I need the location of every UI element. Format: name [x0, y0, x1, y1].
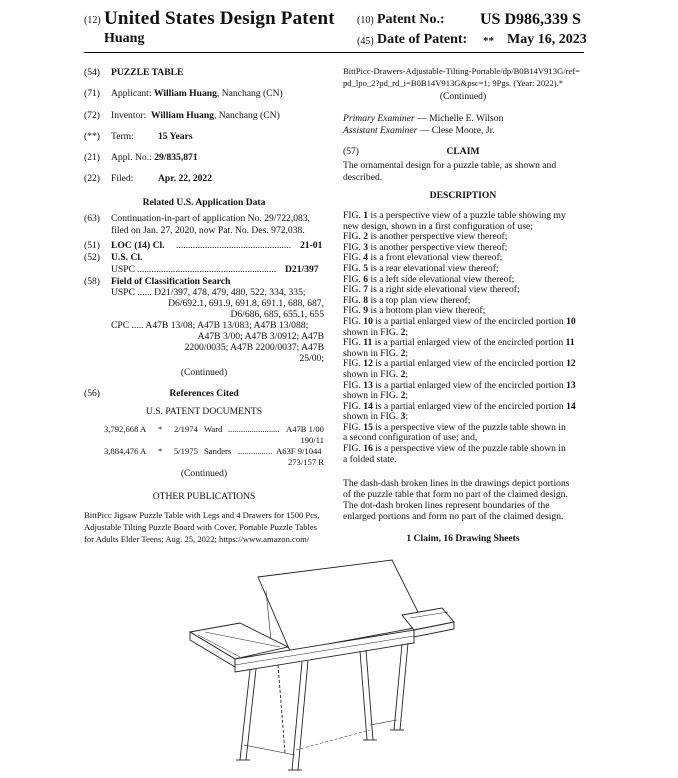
leg-back-left: [278, 665, 285, 753]
ref-2-star: *: [158, 446, 163, 456]
fig-text: is a front elevational view thereof;: [368, 252, 503, 264]
fig-prefix: FIG.: [343, 305, 364, 317]
appl-number: 29/835,871: [154, 152, 198, 163]
filed-label: Filed:: [111, 173, 134, 184]
term-value: 15 Years: [158, 131, 193, 142]
ref-2-class: A63F 9/1044: [276, 446, 322, 456]
pub-continued-line-2: pd_lpo_2?pd_rd_i=B0B14V913G&psc=1; 9Pgs. (Year: 2022).*: [343, 78, 564, 88]
fig-portion-number: 10: [566, 315, 576, 327]
applicant-row: [111, 88, 283, 100]
fig-number: 14: [363, 400, 373, 412]
other-pub-line-2: Adjustable Tilting Puzzle Board with Cover, Portable Puzzle Tables: [84, 522, 318, 532]
fig-prefix: FIG.: [343, 241, 364, 253]
field-label: Field of Classification Search: [111, 276, 231, 287]
uspc-label: USPC: [111, 264, 135, 275]
fig-ref-number: 3: [400, 411, 406, 423]
fig-ref-prefix: shown in FIG.: [343, 368, 401, 380]
ref-1-name: Ward: [204, 424, 223, 434]
ref-1-subclass: 190/11: [300, 435, 324, 445]
pub-continued-line-1: BittPicc-Drawers-Adjustable-Tilting-Portable/dp/B0B14V913G/ref=: [343, 66, 581, 76]
field-uspc-line-3: D6/686, 685, 655.1, 655: [230, 309, 324, 320]
date-mark: **: [483, 35, 494, 47]
inventor-row: [111, 110, 280, 122]
dash-note-line-4: enlarged portions and form no part of the claimed design.: [343, 511, 564, 522]
related-line-1: Continuation-in-part of application No. 29/722,083,: [111, 213, 311, 224]
applicant-label: Applicant:: [111, 88, 152, 99]
related-line-2: filed on Jan. 27, 2020, now Pat. No. Des. 972,038.: [111, 225, 305, 236]
term-code: (**): [84, 131, 100, 142]
inventor-name: William Huang: [150, 110, 214, 121]
fig-number: 4: [363, 252, 369, 264]
ref-1-number: 3,792,668 A: [104, 424, 147, 434]
term-label: Term:: [111, 131, 134, 142]
assistant-examiner-name: — Clese Moore, Jr.: [417, 125, 495, 136]
fig-ref-suffix: ;: [405, 411, 409, 423]
fig-ref-suffix: ;: [405, 347, 409, 359]
field-cpc-line-3: 2200/0035; A47B 2200/0037; A47B: [184, 342, 324, 353]
date-of-patent-label: Date of Patent:: [377, 32, 468, 47]
fig-prefix: FIG.: [343, 379, 364, 391]
applicant-code: (71): [84, 88, 100, 99]
claims-count: 1 Claim, 16 Drawing Sheets: [406, 533, 520, 544]
ref-2-number: 3,884,476 A: [104, 446, 147, 456]
other-pub-line-3: for Adults Elder Teens; Aug. 25, 2022; https://www.amazon.com/: [84, 534, 310, 544]
fig-text-cont: a folded state.: [343, 453, 397, 465]
inventor-location: , Nanchang (CN): [213, 110, 280, 121]
fig-prefix: FIG.: [343, 443, 364, 455]
patent-number: US D986,339 S: [480, 11, 581, 28]
fig-number: 3: [363, 241, 369, 253]
fig-text: is a bottom plan view thereof;: [368, 305, 486, 317]
fig-portion-number: 12: [566, 358, 576, 370]
fig-prefix: FIG.: [343, 358, 364, 370]
field-code: (58): [84, 276, 100, 287]
filed-code: (22): [84, 173, 100, 184]
fig-ref-suffix: ;: [405, 390, 409, 402]
ref-1-class: A47B 1/00: [286, 424, 324, 434]
fig-ref-number: 2: [400, 368, 406, 380]
fig-number: 13: [363, 379, 373, 391]
date-of-patent: May 16, 2023: [507, 32, 587, 47]
uscl-label: U.S. Cl.: [111, 252, 143, 263]
fig-prefix: FIG.: [343, 337, 364, 349]
fig-number: 7: [363, 284, 369, 296]
fig-prefix: FIG.: [343, 400, 364, 412]
primary-examiner-row: [343, 113, 503, 125]
fig-prefix: FIG.: [343, 284, 364, 296]
fig-ref-suffix: ;: [405, 368, 409, 380]
claim-heading: CLAIM: [446, 146, 480, 157]
continued-right: (Continued): [439, 91, 487, 102]
fig-text: is a perspective view of the puzzle table shown in: [372, 421, 566, 433]
claim-code: (57): [343, 146, 359, 157]
inventor-surname: Huang: [104, 31, 145, 46]
fig-text: is a right side elevational view thereof;: [368, 284, 520, 296]
fig-prefix: FIG.: [343, 273, 364, 285]
related-code: (63): [84, 213, 100, 224]
ref-1-star: *: [158, 424, 163, 434]
fig-text: is another perspective view thereof;: [368, 241, 508, 253]
fig-ref-number: 2: [400, 326, 406, 338]
code-10: (10): [357, 15, 374, 26]
fig-prefix: FIG.: [343, 421, 364, 433]
field-cpc-line-4: 25/00;: [299, 353, 324, 364]
field-uspc-line-1: USPC ...... D21/397, 478, 479, 480, 522, 334, 335;: [111, 287, 306, 298]
fig-ref-prefix: shown in FIG.: [343, 326, 401, 338]
fig-number: 1: [363, 210, 369, 221]
ref-2-name: Sanders: [204, 446, 232, 456]
fig-text: is a top plan view thereof;: [368, 294, 471, 306]
dash-note-line-1: The dash-dash broken lines in the drawings depict portions: [343, 478, 570, 489]
fig-text: is a partial enlarged view of the encircled portion: [372, 337, 566, 349]
other-pub-line-1: BittPicc Jigsaw Puzzle Table with Legs and 4 Drawers for 1500 Pcs,: [84, 510, 320, 520]
fig-text: is a partial enlarged view of the encircled portion: [372, 315, 567, 327]
fig-number: 12: [363, 358, 373, 370]
document-type-title: United States Design Patent: [104, 8, 335, 29]
fig-text: is a left side elevational view thereof;: [368, 273, 515, 285]
refs-heading: References Cited: [169, 388, 239, 399]
claim-text-line-2: described.: [343, 172, 383, 183]
figure-description-16-cont: [343, 455, 585, 466]
fig-number: 9: [363, 305, 369, 317]
fig-text: is another perspective view thereof;: [368, 231, 508, 243]
inventor-code: (72): [84, 110, 100, 121]
refs-code: (56): [84, 388, 100, 399]
fig-prefix: FIG.: [343, 231, 364, 243]
fig-prefix: FIG.: [343, 252, 364, 264]
primary-examiner-label: Primary Examiner: [343, 113, 415, 124]
puzzle-table-drawing: [170, 555, 470, 777]
fig-text: is a perspective view of a puzzle table showing my: [368, 210, 566, 221]
fig-text-cont: new design, shown in a first configuration of use;: [343, 220, 533, 232]
ref-2-dots: ................: [238, 446, 273, 456]
fig-text: is a rear elevational view thereof;: [368, 262, 499, 274]
leg-front-center: [292, 662, 302, 770]
fig-portion-number: 14: [566, 400, 576, 412]
assistant-examiner-row: [343, 125, 495, 137]
fig-ref-number: 2: [400, 347, 406, 359]
fig-number: 2: [363, 231, 369, 243]
fig-ref-prefix: shown in FIG.: [343, 390, 401, 402]
fig-text: is a partial enlarged view of the encircled portion: [372, 358, 567, 370]
loc-label: LOC (14) Cl.: [111, 240, 165, 251]
fig-portion-number: 13: [566, 379, 576, 391]
applicant-name: William Huang: [153, 88, 217, 99]
figure-descriptions: [343, 211, 585, 465]
filed-date: Apr. 22, 2022: [158, 173, 213, 184]
fig-number: 6: [363, 273, 369, 285]
fig-number: 16: [363, 443, 373, 455]
applicant-location: , Nanchang (CN): [216, 88, 283, 99]
loc-dots: ................................................: [176, 240, 292, 251]
uspc-value: D21/397: [285, 264, 319, 275]
fig-prefix: FIG.: [343, 315, 364, 327]
primary-examiner-name: — Michelle E. Wilson: [414, 113, 504, 124]
ref-2-date: 5/1975: [174, 446, 198, 456]
fig-prefix: FIG.: [343, 262, 364, 274]
fig-text-cont: a second configuration of use; and,: [343, 432, 478, 444]
appl-label: Appl. No.:: [111, 152, 152, 163]
header-rule: [84, 52, 584, 53]
title-code: (54): [84, 67, 100, 78]
fig-text: is a perspective view of the puzzle table shown in: [372, 443, 566, 455]
continued-2: (Continued): [180, 468, 228, 479]
appl-row: [111, 152, 198, 164]
code-12: (12): [84, 15, 101, 26]
appl-code: (21): [84, 152, 100, 163]
us-docs-heading: U.S. PATENT DOCUMENTS: [145, 406, 263, 417]
field-cpc-line-2: A47B 3/00; A47B 3/0912; A47B: [197, 331, 324, 342]
description-heading: DESCRIPTION: [429, 190, 497, 201]
inventor-label: Inventor:: [111, 110, 147, 121]
fig-text: is a partial enlarged view of the encircled portion: [372, 379, 567, 391]
patent-no-label: Patent No.:: [377, 12, 445, 27]
ref-1-dots: ........................: [228, 424, 280, 434]
fig-number: 10: [363, 315, 373, 327]
uspc-dots: ..........................................................: [137, 264, 277, 275]
loc-code: (51): [84, 240, 100, 251]
ref-1-date: 2/1974: [174, 424, 198, 434]
fig-prefix: FIG.: [343, 210, 364, 221]
fig-number: 8: [363, 294, 369, 306]
fig-text: is a partial enlarged view of the encircled portion: [372, 400, 567, 412]
uscl-code: (52): [84, 252, 100, 263]
fig-ref-prefix: shown in FIG.: [343, 411, 401, 423]
field-uspc-line-2: D6/692.1, 691.9, 691.8, 691.1, 688, 687,: [168, 298, 324, 309]
related-heading: Related U.S. Application Data: [142, 197, 266, 208]
claim-text-line-1: The ornamental design for a puzzle table, as shown and: [343, 160, 557, 171]
ref-2-subclass: 273/157 R: [287, 457, 324, 467]
fig-ref-suffix: ;: [405, 326, 409, 338]
field-cpc-line-1: CPC ..... A47B 13/08; A47B 13/083; A47B 13/088;: [111, 320, 309, 331]
dash-note-line-2: of the puzzle table that form no part of the claimed design.: [343, 489, 568, 500]
code-45: (45): [357, 36, 374, 47]
assistant-examiner-label: Assistant Examiner: [343, 125, 418, 136]
fig-ref-prefix: shown in FIG.: [343, 347, 401, 359]
continued-1: (Continued): [180, 367, 228, 378]
loc-value: 21-01: [300, 240, 323, 251]
fig-portion-number: 11: [565, 337, 575, 349]
fig-number: 15: [363, 421, 373, 433]
dash-note-line-3: The dot-dash broken lines represent boundaries of the: [343, 500, 550, 511]
fig-prefix: FIG.: [343, 294, 364, 306]
design-title: PUZZLE TABLE: [111, 67, 184, 78]
fig-number: 5: [363, 262, 369, 274]
other-pubs-heading: OTHER PUBLICATIONS: [152, 491, 256, 502]
fig-ref-number: 2: [400, 390, 406, 402]
leg-front-left: [240, 670, 250, 760]
fig-number: 11: [363, 337, 373, 349]
